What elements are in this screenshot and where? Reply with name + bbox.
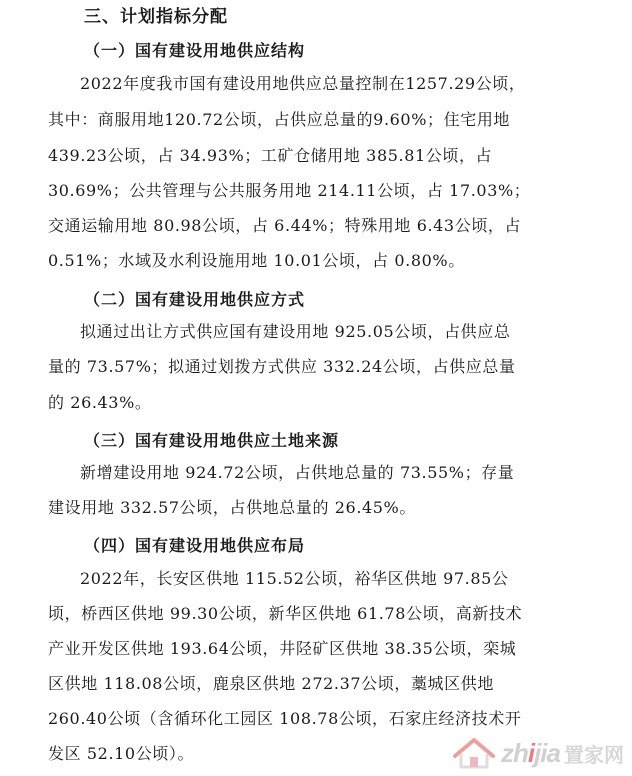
paragraph-line: 顷，桥西区供地 99.30公顷，新华区供地 61.78公顷，高新技术 — [48, 604, 523, 623]
paragraph-line: 发区 52.10公顷）。 — [48, 744, 195, 763]
section-title: 三、计划指标分配 — [84, 7, 228, 27]
paragraph-line: 30.69%；公共管理与公共服务用地 214.11公顷，占 17.03%； — [48, 181, 531, 200]
paragraph-line: 0.51%；水域及水利设施用地 10.01公顷，占 0.80%。 — [48, 251, 465, 270]
subsection-heading-4: （四）国有建设用地供应布局 — [84, 536, 306, 555]
subsection-heading-1: （一）国有建设用地供应结构 — [84, 41, 306, 60]
paragraph-line: 2022年度我市国有建设用地供应总量控制在1257.29公顷， — [80, 74, 526, 93]
paragraph-line: 的 26.43%。 — [48, 393, 152, 412]
paragraph-line: 产业开发区供地 193.64公顷，井陉矿区供地 38.35公顷，栾城 — [48, 639, 517, 658]
subsection-heading-3: （三）国有建设用地供应土地来源 — [84, 431, 340, 450]
paragraph-line: 2022年，长安区供地 115.52公顷，裕华区供地 97.85公 — [80, 569, 509, 588]
paragraph-line: 量的 73.57%；拟通过划拨方式供应 332.24公顷，占供应总量 — [48, 357, 516, 376]
paragraph-line: 交通运输用地 80.98公顷，占 6.44%；特殊用地 6.43公顷，占 — [48, 216, 522, 235]
watermark-logo — [451, 736, 624, 770]
paragraph-line: 新增建设用地 924.72公顷，占供地总量的 73.55%；存量 — [80, 463, 515, 482]
paragraph-line: 建设用地 332.57公顷，占供地总量的 26.45%。 — [48, 498, 416, 517]
subsection-heading-2: （二）国有建设用地供应方式 — [84, 290, 306, 309]
watermark-brand: zhijia — [500, 737, 560, 768]
paragraph-line: 439.23公顷，占 34.93%；工矿仓储用地 385.81公顷，占 — [48, 146, 493, 165]
watermark-brand-cn: 置家网 — [564, 742, 624, 767]
house-logo-icon — [451, 736, 497, 770]
paragraph-line: 区供地 118.08公顷，鹿泉区供地 272.37公顷，藁城区供地 — [48, 674, 494, 693]
paragraph-line: 拟通过出让方式供应国有建设用地 925.05公顷，占供应总 — [80, 322, 511, 341]
paragraph-line: 260.40公顷（含循环化工园区 108.78公顷，石家庄经济技术开 — [48, 709, 522, 728]
paragraph-line: 其中：商服用地120.72公顷，占供应总量的9.60%；住宅用地 — [48, 110, 511, 129]
